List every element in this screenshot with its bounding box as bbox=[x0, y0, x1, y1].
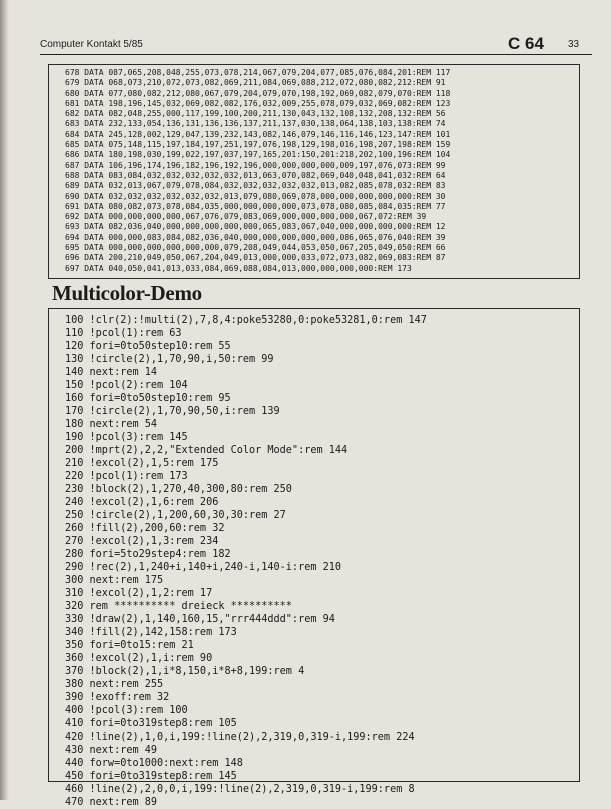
page-header bbox=[40, 36, 592, 52]
header-rule bbox=[40, 54, 592, 55]
code-line: 250 !circle(2),1,200,60,30,30:rem 27 bbox=[65, 510, 286, 522]
code-line: 210 !excol(2),1,5:rem 175 bbox=[65, 458, 219, 470]
code-line: 130 !circle(2),1,70,90,i,50:rem 99 bbox=[65, 354, 274, 366]
code-line: 693 DATA 082,036,040,000,000,000,000,000,065,083,067,040,000,000,000,000:REM 12 bbox=[65, 222, 446, 232]
code-line: 682 DATA 082,048,255,000,117,199,100,200,211,130,043,132,108,132,208,132:REM 56 bbox=[65, 109, 446, 119]
code-line: 190 !pcol(3):rem 145 bbox=[65, 432, 188, 444]
code-line: 691 DATA 080,082,073,078,084,035,000,000,000,000,073,078,080,085,084,035:REM 77 bbox=[65, 201, 446, 211]
code-line: 680 DATA 077,080,082,212,080,067,079,204,079,070,198,192,069,082,079,070:REM 118 bbox=[65, 88, 451, 98]
code-line: 310 !excol(2),1,2:rem 17 bbox=[65, 588, 213, 600]
code-line: 420 !line(2),1,0,i,199:!line(2),2,319,0,319-i,199:rem 224 bbox=[65, 731, 415, 743]
code-line: 110 !pcol(1):rem 63 bbox=[65, 328, 182, 340]
code-line: 340 !fill(2),142,158:rem 173 bbox=[65, 627, 237, 639]
machine-label: C 64 bbox=[508, 34, 544, 53]
code-line: 160 fori=0to50step10:rem 95 bbox=[65, 393, 231, 405]
code-line: 390 !exoff:rem 32 bbox=[65, 692, 170, 704]
code-line: 687 DATA 106,196,174,196,182,196,192,196,000,000,000,000,009,197,076,073:REM 99 bbox=[65, 160, 446, 170]
code-line: 360 !excol(2),1,i:rem 90 bbox=[65, 653, 213, 665]
code-line: 688 DATA 083,084,032,032,032,032,032,013,063,070,082,069,040,048,041,032:REM 64 bbox=[65, 170, 446, 180]
code-line: 430 next:rem 49 bbox=[65, 744, 158, 756]
code-line: 690 DATA 032,032,032,032,032,032,013,079,080,069,078,000,000,000,000,000:REM 30 bbox=[65, 191, 446, 201]
code-line: 400 !pcol(3):rem 100 bbox=[65, 705, 188, 717]
code-line: 683 DATA 232,133,054,136,131,136,136,137,211,137,030,138,064,138,103,138:REM 74 bbox=[65, 119, 446, 129]
code-line: 280 fori=5to29step4:rem 182 bbox=[65, 549, 231, 561]
code-line: 684 DATA 245,128,002,129,047,139,232,143,082,146,079,146,116,146,123,147:REM 101 bbox=[65, 129, 451, 139]
code-line: 694 DATA 000,000,083,084,082,036,040,000,000,000,000,000,086,065,076,040:REM 39 bbox=[65, 232, 446, 242]
code-line: 460 !line(2),2,0,0,i,199:!line(2),2,319,0,319-i,199:rem 8 bbox=[65, 783, 415, 795]
program-listing bbox=[48, 308, 580, 808]
page-number: 33 bbox=[568, 39, 580, 50]
code-line: 180 next:rem 54 bbox=[65, 419, 158, 431]
section-title: Multicolor-Demo bbox=[52, 281, 202, 305]
code-line: 410 fori=0to319step8:rem 105 bbox=[65, 718, 237, 730]
code-line: 300 next:rem 175 bbox=[65, 575, 164, 587]
code-line: 350 fori=0to15:rem 21 bbox=[65, 640, 194, 652]
data-listing bbox=[48, 64, 580, 279]
code-line: 370 !block(2),1,i*8,150,i*8+8,199:rem 4 bbox=[65, 666, 305, 678]
code-line: 150 !pcol(2):rem 104 bbox=[65, 380, 188, 392]
code-line: 200 !mprt(2),2,2,"Extended Color Mode":rem 144 bbox=[65, 445, 348, 457]
code-line: 450 fori=0to319step8:rem 145 bbox=[65, 770, 237, 782]
code-line: 696 DATA 200,210,049,050,067,204,049,013,000,000,033,072,073,082,069,083:REM 87 bbox=[65, 253, 446, 263]
code-line: 380 next:rem 255 bbox=[65, 679, 164, 691]
code-line: 679 DATA 068,073,210,072,073,082,069,211,084,069,088,212,072,080,082,212:REM 91 bbox=[65, 78, 446, 88]
code-line: 320 rem ********** dreieck ********** bbox=[65, 601, 292, 613]
code-line: 140 next:rem 14 bbox=[65, 367, 158, 379]
magazine-issue: Computer Kontakt 5/85 bbox=[40, 39, 143, 50]
code-line: 170 !circle(2),1,70,90,50,i:rem 139 bbox=[65, 406, 280, 418]
code-line: 120 fori=0to50step10:rem 55 bbox=[65, 341, 231, 353]
code-line: 220 !pcol(1):rem 173 bbox=[65, 471, 188, 483]
code-line: 230 !block(2),1,270,40,300,80:rem 250 bbox=[65, 484, 292, 496]
code-line: 697 DATA 040,050,041,013,033,084,069,088,084,013,000,000,000,000:REM 173 bbox=[65, 263, 412, 273]
code-line: 100 !clr(2):!multi(2),7,8,4:poke53280,0:poke53281,0:rem 147 bbox=[65, 315, 427, 326]
code-line: 689 DATA 032,013,067,079,078,084,032,032,032,032,032,013,082,085,078,032:REM 83 bbox=[65, 181, 446, 191]
code-line: 685 DATA 075,148,115,197,184,197,251,197,076,198,129,198,016,198,207,198:REM 159 bbox=[65, 140, 451, 150]
code-line: 330 !draw(2),1,140,160,15,"rrr444ddd":rem 94 bbox=[65, 614, 335, 626]
code-line: 440 forw=0to1000:next:rem 148 bbox=[65, 757, 243, 769]
code-line: 470 next:rem 89 bbox=[65, 796, 158, 808]
code-line: 695 DATA 000,000,000,000,000,000,079,208,049,044,053,050,067,205,049,050:REM 66 bbox=[65, 243, 446, 253]
code-line: 681 DATA 198,196,145,032,069,082,082,176,032,009,255,078,079,032,069,082:REM 123 bbox=[65, 98, 451, 108]
code-line: 290 !rec(2),1,240+i,140+i,240-i,140-i:rem 210 bbox=[65, 562, 342, 574]
code-line: 692 DATA 000,000,000,000,067,076,079,083,069,000,000,000,000,067,072:REM 39 bbox=[65, 212, 427, 222]
code-line: 678 DATA 087,065,208,048,255,073,078,214,067,079,204,077,085,076,084,201:REM 117 bbox=[65, 68, 451, 77]
code-line: 686 DATA 180,198,030,199,022,197,037,197,165,201:150,201:218,202,100,196:REM 104 bbox=[65, 150, 451, 160]
code-line: 260 !fill(2),200,60:rem 32 bbox=[65, 523, 225, 535]
page-binding-shadow bbox=[0, 0, 9, 800]
code-line: 240 !excol(2),1,6:rem 206 bbox=[65, 497, 219, 509]
code-line: 270 !excol(2),1,3:rem 234 bbox=[65, 536, 219, 548]
